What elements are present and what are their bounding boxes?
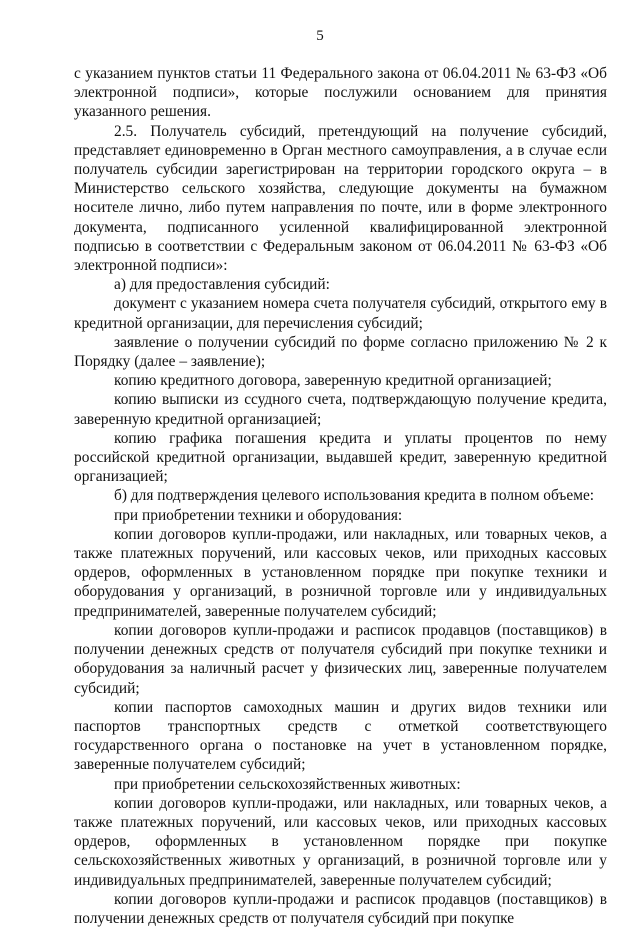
paragraph: 2.5. Получатель субсидий, претендующий на получение субсидий, представляет единовременно в Орган местного самоуправления, а в случае если получатель субсидии зарегистрирован на территории городского округа – в Министерство сельского хозяйства, следующие документы на бумажном носителе лично, либо путем направления по почте, или в форме электронного документа, подписанного усиленной квалифицированной электронной подписью в соответствии с Федеральным законом от 06.04.2011 № 63-ФЗ «Об электронной подписи»: bbox=[74, 122, 607, 275]
page-number: 5 bbox=[316, 28, 324, 44]
paragraph: копию выписки из ссудного счета, подтверждающую получение кредита, заверенную кредитной организацией; bbox=[74, 391, 607, 428]
paragraph: заявление о получении субсидий по форме согласно приложению № 2 к Порядку (далее – заявление); bbox=[74, 333, 607, 371]
paragraph: при приобретении техники и оборудования: bbox=[114, 506, 403, 524]
paragraph: при приобретении сельскохозяйственных животных: bbox=[114, 775, 461, 793]
paragraph: копии договоров купли-продажи и расписок продавцов (поставщиков) в получении денежных средств от получателя субсидий при покупке техники и оборудования за наличный расчет у физических лиц, заверенные получателем субсидий; bbox=[74, 621, 607, 697]
paragraph: копию кредитного договора, заверенную кредитной организацией; bbox=[114, 372, 552, 390]
paragraph: а) для предоставления субсидий: bbox=[114, 276, 330, 294]
paragraph: с указанием пунктов статьи 11 Федерального закона от 06.04.2011 № 63-ФЗ «Об электронной подписи», которые послужили основанием для принятия указанного решения. bbox=[74, 65, 607, 121]
paragraph: копии договоров купли-продажи, или накладных, или товарных чеков, а также платежных поручений, или кассовых чеков, или приходных кассовых ордеров, оформленных в установленном порядке при покупке техники и оборудования у организаций, в розничной торговле или у индивидуальных предпринимателей, заверенные получателем субсидий; bbox=[74, 525, 607, 620]
paragraph: копии договоров купли-продажи и расписок продавцов (поставщиков) в получении денежных средств от получателя субсидий при покупке bbox=[74, 890, 607, 927]
paragraph: копии паспортов самоходных машин и других видов техники или паспортов транспортных средств с отметкой соответствующего государственного органа о постановке на учет в установленном порядке, заверенные получателем субсидий; bbox=[74, 698, 607, 774]
paragraph: б) для подтверждения целевого использования кредита в полном объеме: bbox=[114, 487, 595, 505]
paragraph: копию графика погашения кредита и уплаты процентов по нему российской кредитной организации, выдавшей кредит, заверенную кредитной организацией; bbox=[74, 429, 607, 486]
paragraph: документ с указанием номера счета получателя субсидий, открытого ему в кредитной организации, для перечисления субсидий; bbox=[74, 295, 607, 332]
paragraph: копии договоров купли-продажи, или накладных, или товарных чеков, а также платежных поручений, или кассовых чеков, или приходных кассовых ордеров, оформленных в установленном порядке при покупке сельскохозяйственных животных у организаций, в розничной торговле или у индивидуальных предпринимателей, заверенные получателем субсидий; bbox=[74, 794, 607, 889]
document-body bbox=[74, 64, 607, 928]
